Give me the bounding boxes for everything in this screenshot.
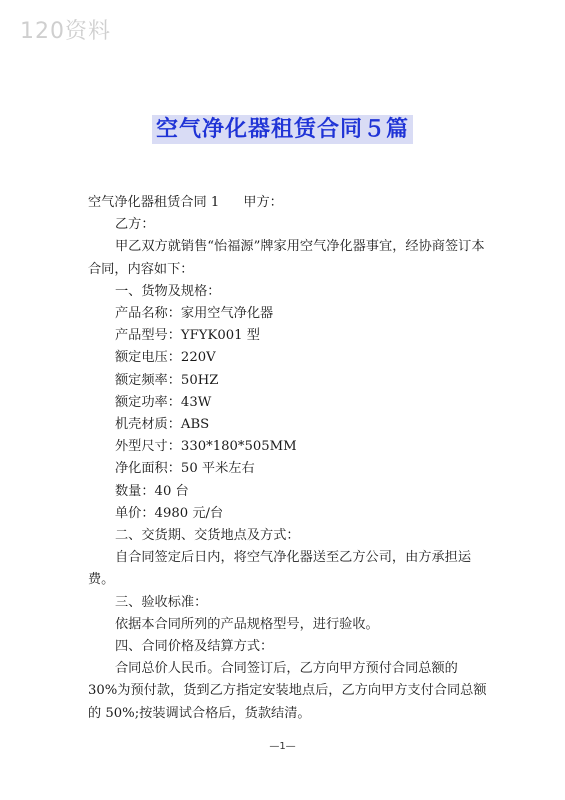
spec-quantity: 数量：40 台 bbox=[115, 483, 189, 499]
section-heading-delivery: 二、交货期、交货地点及方式： bbox=[115, 528, 300, 544]
section-heading-goods: 一、货物及规格： bbox=[115, 283, 221, 299]
document-body bbox=[88, 192, 488, 725]
spec-voltage: 额定电压：220V bbox=[115, 350, 216, 366]
contract-heading-line bbox=[88, 192, 488, 214]
spec-unit-price: 单价：4980 元/台 bbox=[115, 505, 224, 521]
spec-product-name: 产品名称：家用空气净化器 bbox=[115, 306, 274, 322]
section-heading-price: 四、合同价格及结算方式： bbox=[115, 639, 274, 655]
section-heading-acceptance: 三、验收标准： bbox=[115, 594, 208, 610]
spec-dimensions: 外型尺寸：330*180*505MM bbox=[115, 439, 297, 455]
document-title-text: 空气净化器租赁合同５篇 bbox=[152, 115, 413, 144]
contract-name: 空气净化器租赁合同 1 bbox=[88, 195, 220, 210]
spec-frequency: 额定频率：50HZ bbox=[115, 372, 219, 388]
intro-paragraph: 甲乙双方就销售“怡福源”牌家用空气净化器事宜，经协商签订本合同，内容如下： bbox=[88, 239, 485, 277]
document-title bbox=[0, 112, 565, 143]
page-number: —1— bbox=[269, 741, 296, 752]
spec-model: 产品型号：YFYK001 型 bbox=[115, 328, 260, 344]
spec-material: 机壳材质：ABS bbox=[115, 417, 210, 433]
party-a-label: 甲方： bbox=[243, 195, 283, 210]
acceptance-paragraph: 依据本合同所列的产品规格型号，进行验收。 bbox=[115, 616, 379, 632]
spec-power: 额定功率：43W bbox=[115, 394, 212, 410]
watermark-logo: 120资料 bbox=[20, 19, 111, 44]
delivery-paragraph: 自合同签定后日内，将空气净化器送至乙方公司，由方承担运费。 bbox=[88, 550, 472, 588]
price-paragraph: 合同总价人民币。合同签订后，乙方向甲方预付合同总额的 30%为预付款，货到乙方指定安装地点后，乙方向甲方支付合同总额的 50%;按装调试合格后，货款结清。 bbox=[88, 661, 487, 721]
spec-area: 净化面积：50 平米左右 bbox=[115, 461, 255, 477]
party-b-label: 乙方： bbox=[115, 217, 155, 233]
